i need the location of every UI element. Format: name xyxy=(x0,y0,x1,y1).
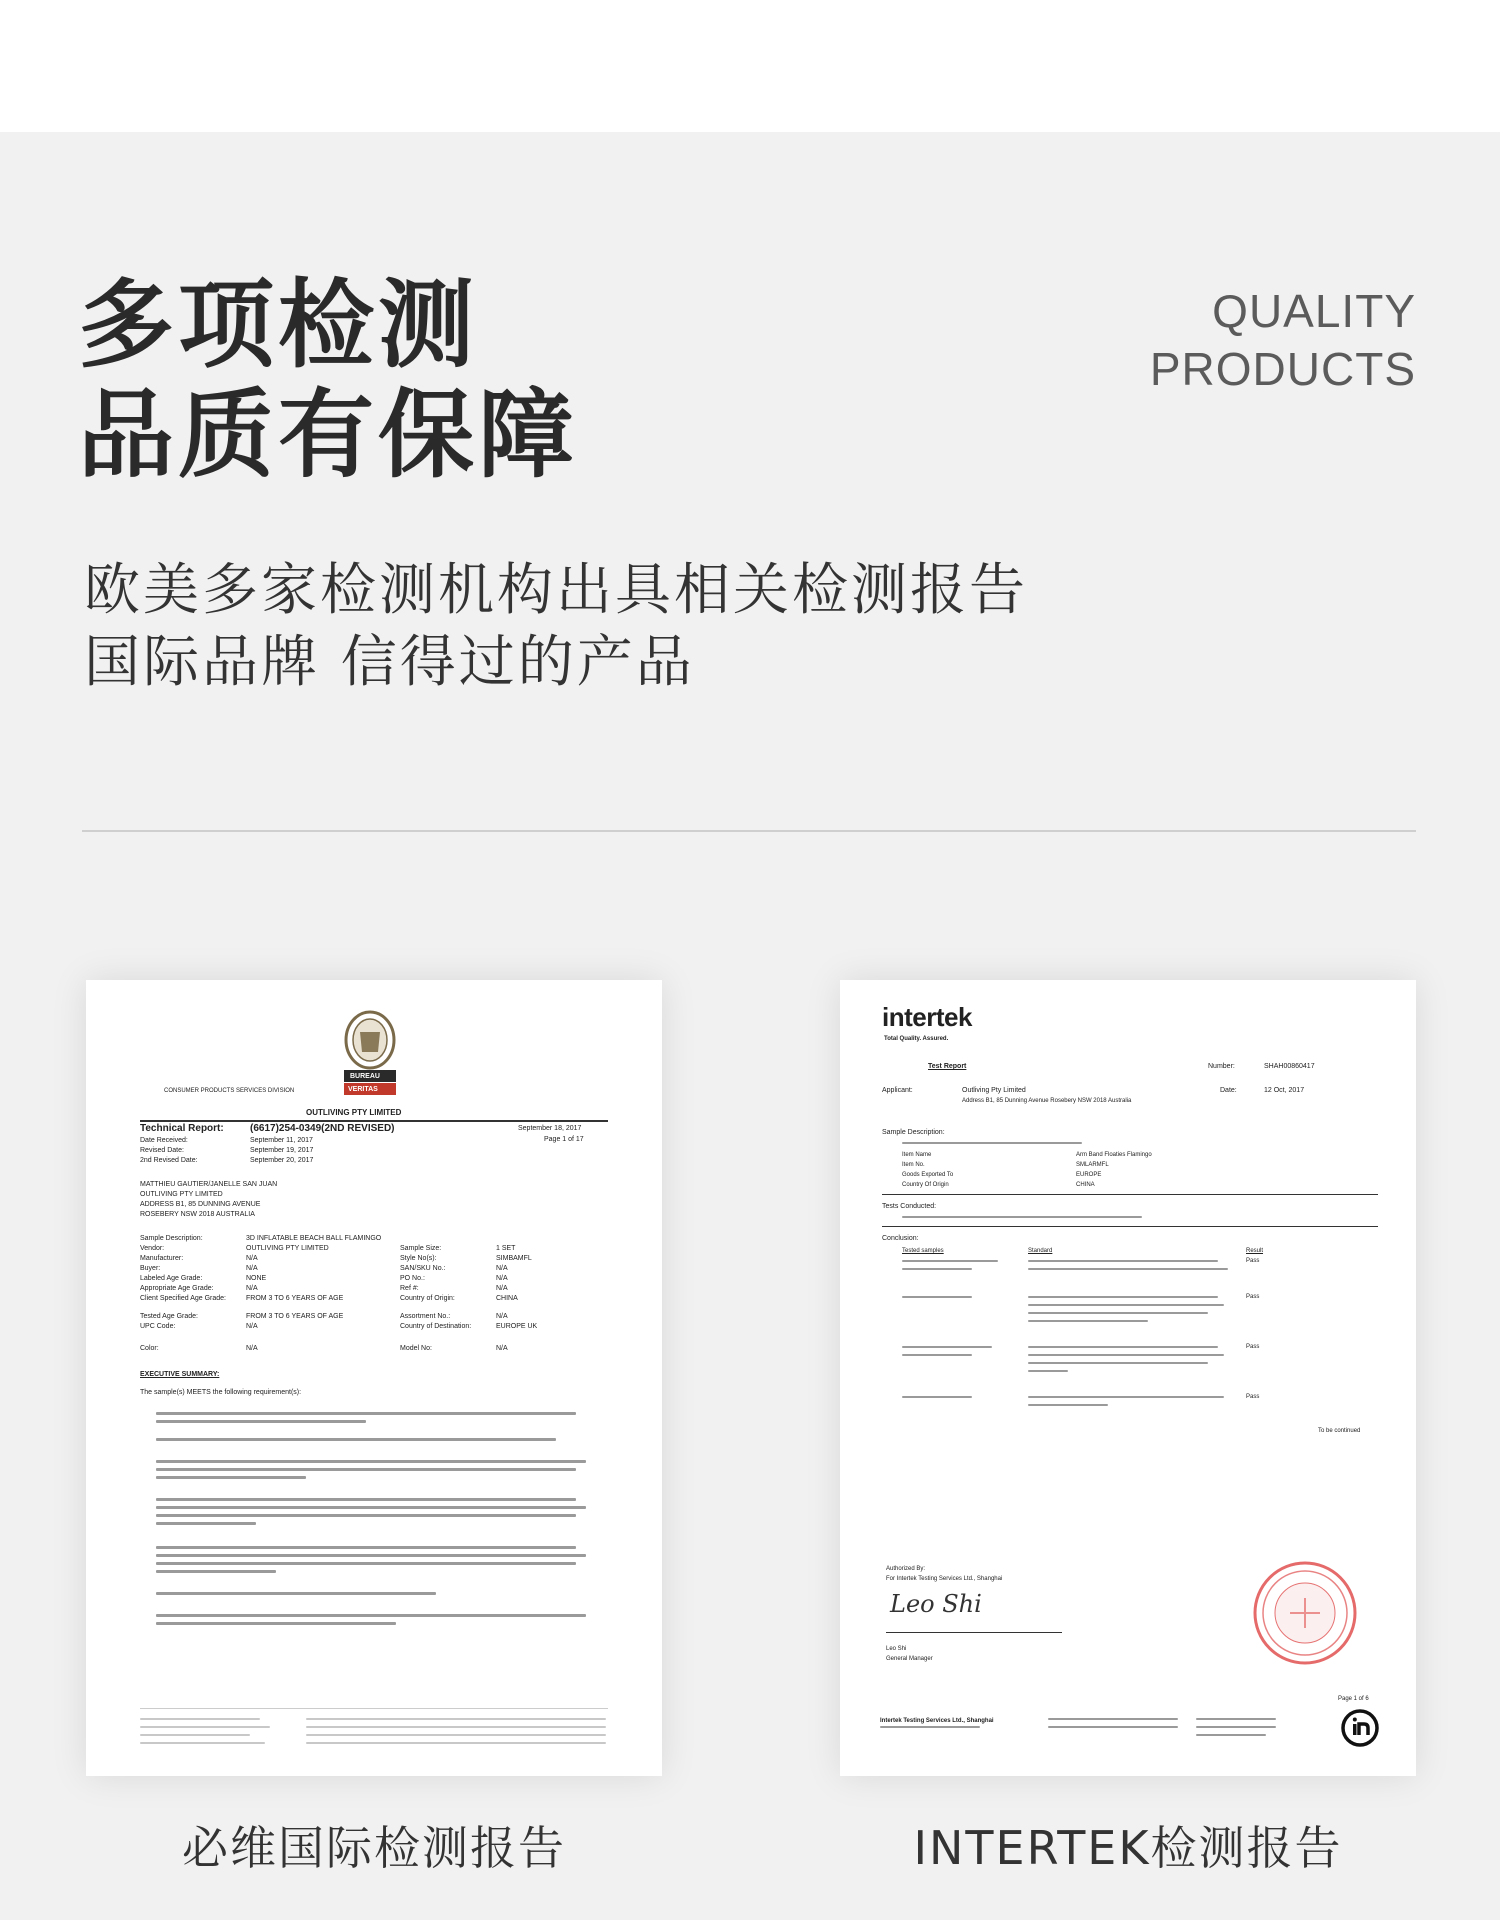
bv-summary-line xyxy=(156,1546,576,1549)
quality-line-1: QUALITY xyxy=(1212,285,1416,337)
intertek-tagline: Total Quality. Assured. xyxy=(884,1036,949,1042)
intertek-signer-title: General Manager xyxy=(886,1656,933,1662)
bv-logo-text-1: BUREAU xyxy=(350,1073,380,1080)
title-line-1: 多项检测 xyxy=(78,269,478,381)
bv-summary-line xyxy=(156,1420,366,1423)
intertek-footer-line xyxy=(1048,1718,1178,1720)
bv-field-label: UPC Code: xyxy=(140,1323,176,1330)
intertek-sample-row-value: SMLARMFL xyxy=(1076,1162,1109,1168)
bv-field-value: OUTLIVING PTY LIMITED xyxy=(246,1245,329,1252)
intertek-number-label: Number: xyxy=(1208,1063,1235,1070)
bv-summary-title: EXECUTIVE SUMMARY: xyxy=(140,1371,220,1378)
subtitle-line-1: 欧美多家检测机构出具相关检测报告 xyxy=(84,558,1028,623)
intertek-tests-line xyxy=(902,1216,1142,1218)
bv-summary-line xyxy=(156,1570,276,1573)
bv-company: OUTLIVING PTY LIMITED xyxy=(306,1108,402,1117)
bv-address-4: ROSEBERY NSW 2018 AUSTRALIA xyxy=(140,1211,255,1218)
intertek-cell-line xyxy=(902,1346,992,1348)
bv-footer-line xyxy=(306,1734,606,1736)
bv-report-no: (6617)254-0349(2ND REVISED) xyxy=(250,1123,395,1134)
bv-field-value: FROM 3 TO 6 YEARS OF AGE xyxy=(246,1295,344,1302)
intertek-cell-line xyxy=(1028,1304,1224,1306)
quality-products-tagline xyxy=(1150,282,1416,398)
bv-field-value: FROM 3 TO 6 YEARS OF AGE xyxy=(246,1313,344,1320)
bv-summary-line xyxy=(156,1554,586,1557)
intertek-sample-line xyxy=(902,1142,1082,1144)
intertek-authorized: Authorized By: xyxy=(886,1566,926,1572)
bv-footer-line xyxy=(140,1742,265,1744)
intertek-page: Page 1 of 6 xyxy=(1338,1696,1369,1702)
bv-field-label: Labeled Age Grade: xyxy=(140,1275,203,1282)
intertek-cell-line xyxy=(902,1354,972,1356)
bv-field-value: N/A xyxy=(246,1285,258,1292)
intertek-result: Pass xyxy=(1246,1344,1260,1350)
bv-field-label: Client Specified Age Grade: xyxy=(140,1295,226,1302)
intertek-col-result: Result xyxy=(1246,1248,1264,1254)
bv-field-label: Vendor: xyxy=(140,1245,165,1252)
intertek-cell-line xyxy=(902,1260,998,1262)
bv-field-value: N/A xyxy=(246,1255,258,1262)
bv-page: Page 1 of 17 xyxy=(544,1136,584,1143)
bv-date-label-1: Date Received: xyxy=(140,1137,188,1144)
intertek-signature-rule xyxy=(886,1632,1062,1633)
intertek-footer-line xyxy=(1196,1718,1276,1720)
intertek-result: Pass xyxy=(1246,1394,1260,1400)
bv-summary-line xyxy=(156,1438,556,1441)
bv-summary-line xyxy=(156,1476,306,1479)
bv-field-label: Sample Description: xyxy=(140,1235,203,1242)
intertek-cell-line xyxy=(1028,1312,1208,1314)
intertek-date-label: Date: xyxy=(1220,1087,1237,1094)
intertek-number: SHAH00860417 xyxy=(1264,1063,1315,1070)
bv-summary-line xyxy=(156,1460,586,1463)
intertek-cell-line xyxy=(1028,1320,1148,1322)
intertek-report-image xyxy=(840,980,1416,1776)
quality-line-2: PRODUCTS xyxy=(1149,343,1416,395)
bv-field-label: Color: xyxy=(140,1345,159,1352)
bv-field-label-2: Sample Size: xyxy=(400,1245,442,1252)
intertek-cell-line xyxy=(1028,1396,1224,1398)
intertek-date: 12 Oct, 2017 xyxy=(1264,1087,1305,1094)
subtitle-line-2: 国际品牌 信得过的产品 xyxy=(84,630,695,695)
bv-date-value-2: September 19, 2017 xyxy=(250,1147,314,1154)
bv-summary-line xyxy=(156,1468,576,1471)
bv-field-value-2: SIMBAMFL xyxy=(496,1255,532,1262)
intertek-cell-line xyxy=(902,1396,972,1398)
bv-field-label-2: Ref #: xyxy=(400,1285,419,1292)
intertek-applicant-label: Applicant: xyxy=(882,1087,913,1094)
bv-field-label-2: PO No.: xyxy=(400,1275,425,1282)
bv-field-value-2: N/A xyxy=(496,1265,508,1272)
intertek-signer: Leo Shi xyxy=(886,1646,907,1652)
intertek-cell-line xyxy=(1028,1268,1228,1270)
bv-field-label-2: Style No(s): xyxy=(400,1255,437,1262)
bv-division: CONSUMER PRODUCTS SERVICES DIVISION xyxy=(164,1088,295,1094)
intertek-cell-line xyxy=(1028,1370,1068,1372)
bv-summary-line xyxy=(156,1562,576,1565)
bv-address-1: MATTHIEU GAUTIER/JANELLE SAN JUAN xyxy=(140,1181,278,1188)
intertek-sample-row-label: Item Name xyxy=(902,1152,932,1158)
bv-field-label-2: SAN/SKU No.: xyxy=(400,1265,446,1272)
bv-footer-line xyxy=(140,1726,270,1728)
bv-date-label-2: Revised Date: xyxy=(140,1147,184,1154)
intertek-footer-line xyxy=(880,1726,980,1728)
bv-field-value: N/A xyxy=(246,1323,258,1330)
intertek-sample-row-label: Goods Exported To xyxy=(902,1172,954,1178)
bv-field-value: N/A xyxy=(246,1345,258,1352)
intertek-rule xyxy=(882,1226,1378,1227)
intertek-footer-company: Intertek Testing Services Ltd., Shanghai xyxy=(880,1718,994,1724)
intertek-cell-line xyxy=(1028,1260,1218,1262)
bv-field-value: N/A xyxy=(246,1265,258,1272)
intertek-result: Pass xyxy=(1246,1294,1260,1300)
bv-field-value: NONE xyxy=(246,1275,267,1282)
intertek-footer-line xyxy=(1048,1726,1178,1728)
bv-rule xyxy=(140,1120,608,1122)
caption-intertek: INTERTEK检测报告 xyxy=(913,1821,1343,1875)
bv-date-value-3: September 20, 2017 xyxy=(250,1157,314,1164)
bv-field-value-2: 1 SET xyxy=(496,1245,516,1252)
intertek-signature: Leo Shi xyxy=(890,1590,982,1618)
intertek-conclusion-label: Conclusion: xyxy=(882,1235,919,1242)
bv-field-value-2: EUROPE UK xyxy=(496,1323,538,1330)
section-divider xyxy=(82,830,1416,832)
bv-address-3: ADDRESS B1, 85 DUNNING AVENUE xyxy=(140,1201,261,1208)
bv-summary-intro: The sample(s) MEETS the following requirement(s): xyxy=(140,1389,302,1396)
bv-footer-rule xyxy=(140,1708,608,1709)
intertek-sample-row-value: CHINA xyxy=(1076,1182,1095,1188)
bv-field-label-2: Model No: xyxy=(400,1345,432,1352)
intertek-footer-line xyxy=(1196,1734,1266,1736)
bv-field-label: Manufacturer: xyxy=(140,1255,184,1262)
bureau-veritas-report-image xyxy=(86,980,662,1776)
bv-summary-line xyxy=(156,1614,586,1617)
bv-footer-line xyxy=(306,1718,606,1720)
bv-footer-line xyxy=(306,1726,606,1728)
intertek-result: Pass xyxy=(1246,1258,1260,1264)
intertek-cell-line xyxy=(1028,1354,1224,1356)
intertek-cell-line xyxy=(1028,1346,1218,1348)
bv-footer-line xyxy=(306,1742,606,1744)
intertek-sample-label: Sample Description: xyxy=(882,1129,945,1136)
bv-summary-line xyxy=(156,1412,576,1415)
bv-report-date: September 18, 2017 xyxy=(518,1125,582,1132)
intertek-cell-line xyxy=(1028,1296,1218,1298)
bv-field-value-2: N/A xyxy=(496,1285,508,1292)
bv-address-2: OUTLIVING PTY LIMITED xyxy=(140,1191,223,1198)
bv-field-label-2: Country of Origin: xyxy=(400,1295,455,1302)
page-title xyxy=(78,270,578,490)
intertek-col-standard: Standard xyxy=(1028,1248,1053,1254)
intertek-cell-line xyxy=(1028,1362,1208,1364)
intertek-footer-line xyxy=(1196,1726,1276,1728)
intertek-applicant-address: Address B1, 85 Dunning Avenue Rosebery NSW 2018 Australia xyxy=(962,1098,1132,1104)
bv-field-label-2: Country of Destination: xyxy=(400,1323,472,1330)
bv-field-value-2: N/A xyxy=(496,1345,508,1352)
bv-field-label: Tested Age Grade: xyxy=(140,1313,198,1320)
bv-field-label: Appropriate Age Grade: xyxy=(140,1285,214,1292)
bv-summary-line xyxy=(156,1514,576,1517)
intertek-doc-title: Test Report xyxy=(928,1063,967,1070)
bv-report-label: Technical Report: xyxy=(140,1123,224,1134)
intertek-sample-row-label: Country Of Origin xyxy=(902,1182,949,1188)
intertek-logo: intertek xyxy=(882,1002,972,1032)
bv-footer-line xyxy=(140,1734,250,1736)
caption-bureau-veritas: 必维国际检测报告 xyxy=(182,1821,566,1875)
intertek-col-tested: Tested samples xyxy=(902,1248,944,1254)
intertek-cell-line xyxy=(902,1296,972,1298)
bv-date-label-3: 2nd Revised Date: xyxy=(140,1157,198,1164)
intertek-rule xyxy=(882,1194,1378,1195)
intertek-continued: To be continued xyxy=(1318,1428,1361,1434)
intertek-tests-label: Tests Conducted: xyxy=(882,1203,937,1210)
top-white-band xyxy=(0,0,1500,132)
intertek-sample-row-value: Arm Band Floaties Flamingo xyxy=(1076,1152,1152,1158)
intertek-for-line: For Intertek Testing Services Ltd., Shanghai xyxy=(886,1576,1003,1582)
subtitle xyxy=(84,555,1028,699)
bv-summary-line xyxy=(156,1622,396,1625)
bv-field-value-2: N/A xyxy=(496,1275,508,1282)
intertek-sample-row-value: EUROPE xyxy=(1076,1172,1102,1178)
bv-summary-line xyxy=(156,1592,436,1595)
bv-logo-text-2: VERITAS xyxy=(348,1086,378,1093)
bv-field-label-2: Assortment No.: xyxy=(400,1313,451,1320)
company-seal-icon xyxy=(1250,1558,1360,1668)
bv-summary-line xyxy=(156,1498,576,1501)
bv-field-value: 3D INFLATABLE BEACH BALL FLAMINGO xyxy=(246,1235,382,1242)
bv-date-value-1: September 11, 2017 xyxy=(250,1137,313,1144)
intertek-circle-logo-icon xyxy=(1340,1708,1380,1748)
intertek-cell-line xyxy=(902,1268,972,1270)
bv-field-value-2: CHINA xyxy=(496,1295,518,1302)
bv-field-value-2: N/A xyxy=(496,1313,508,1320)
bv-summary-line xyxy=(156,1522,256,1525)
intertek-sample-row-label: Item No. xyxy=(902,1162,925,1168)
title-line-2: 品质有保障 xyxy=(78,379,578,491)
bv-field-label: Buyer: xyxy=(140,1265,161,1272)
intertek-applicant: Outliving Pty Limited xyxy=(962,1087,1026,1094)
bv-summary-line xyxy=(156,1506,586,1509)
bv-footer-line xyxy=(140,1718,260,1720)
intertek-cell-line xyxy=(1028,1404,1108,1406)
